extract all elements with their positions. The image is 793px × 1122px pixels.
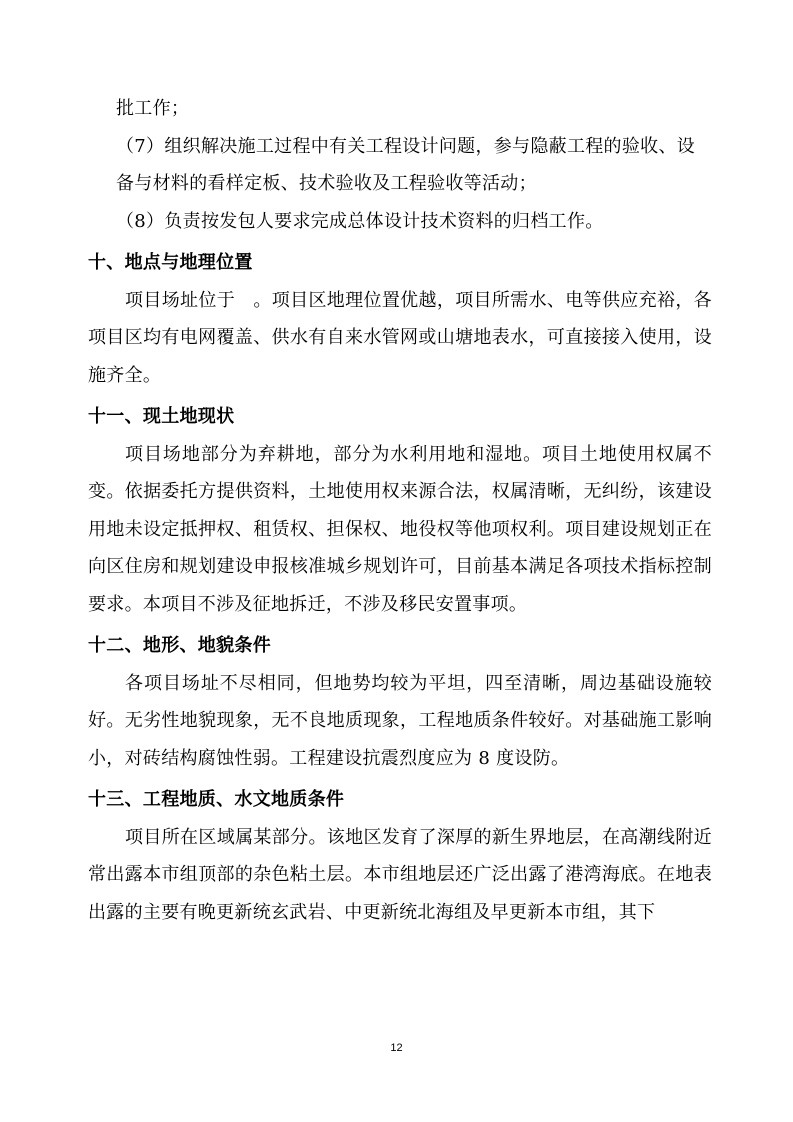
section-heading-12: 十二、地形、地貌条件: [88, 635, 271, 656]
section-body-12: 各项目场址不尽相同，但地势均较为平坦，四至清晰，周边基础设施较好。无劣性地貌现象，无不良地质现象，工程地质条件较好。对基础施工影响小，对砖结构腐蚀性弱。工程建设抗震烈度应为 8 度设防。: [88, 672, 712, 769]
list-item-7-line1: （7）组织解决施工过程中有关工程设计问题，参与隐蔽工程的验收、设: [116, 135, 696, 157]
continuation-text: 批工作；: [116, 98, 190, 119]
section-heading-11: 十一、现土地现状: [88, 406, 235, 427]
section-heading-13: 十三、工程地质、水文地质条件: [88, 789, 345, 810]
list-item-8: （8）负责按发包人要求完成总体设计技术资料的归档工作。: [116, 210, 604, 232]
list-item-7-line2: 备与材料的看样定板、技术验收及工程验收等活动；: [116, 173, 537, 194]
page-content: [88, 90, 712, 931]
section-heading-10: 十、地点与地理位置: [88, 252, 253, 273]
section-body-13: 项目所在区域属某部分。该地区发育了深厚的新生界地层，在高潮线附近常出露本市组顶部的杂色粘土层。本市组地层还广泛出露了港湾海底。在地表出露的主要有晚更新统玄武岩、中更新统北海组及早更新本市组，其下: [88, 826, 712, 923]
section-body-10: 项目场址位于 。项目区地理位置优越，项目所需水、电等供应充裕，各项目区均有电网覆盖、供水有自来水管网或山塘地表水，可直接接入使用，设施齐全。: [88, 289, 712, 386]
page-number: 12: [390, 1042, 403, 1054]
section-body-11: 项目场地部分为弃耕地，部分为水利用地和湿地。项目土地使用权属不变。依据委托方提供资料，土地使用权来源合法，权属清晰，无纠纷，该建设用地未设定抵押权、租赁权、担保权、地役权等他项权利。项目建设规划正在向区住房和规划建设申报核准城乡规划许可，目前基本满足各项技术指标控制要求。本项目不涉及征地拆迁，不涉及移民安置事项。: [88, 443, 712, 615]
